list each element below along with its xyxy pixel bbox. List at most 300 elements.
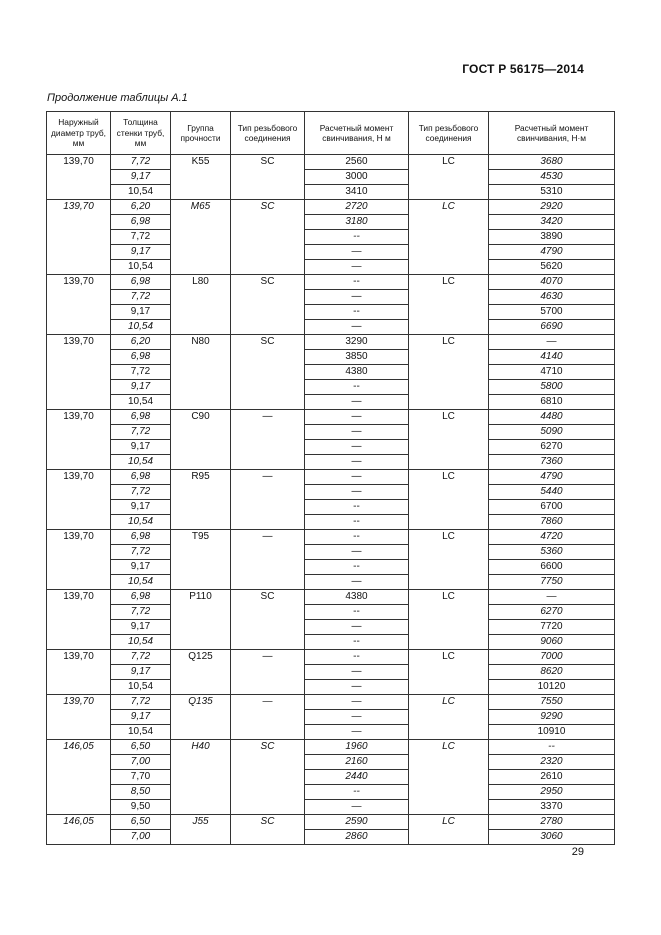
cell-torque-1: — bbox=[305, 695, 409, 710]
cell-grade: Q125 bbox=[171, 650, 231, 665]
cell-torque-1: 3290 bbox=[305, 335, 409, 350]
cell-connection-type-2 bbox=[409, 290, 489, 305]
cell-torque-1: 2720 bbox=[305, 200, 409, 215]
cell-torque-1: — bbox=[305, 425, 409, 440]
cell-diameter: 139,70 bbox=[47, 155, 111, 170]
table-row bbox=[47, 785, 615, 800]
cell-grade bbox=[171, 485, 231, 500]
cell-torque-1: — bbox=[305, 470, 409, 485]
table-header-row bbox=[47, 112, 615, 155]
cell-grade bbox=[171, 545, 231, 560]
table-row bbox=[47, 545, 615, 560]
cell-connection-type-2 bbox=[409, 395, 489, 410]
cell-grade bbox=[171, 185, 231, 200]
cell-diameter bbox=[47, 515, 111, 530]
cell-connection-type-2 bbox=[409, 245, 489, 260]
cell-torque-1: -- bbox=[305, 635, 409, 650]
cell-wall: 10,54 bbox=[111, 635, 171, 650]
cell-wall: 10,54 bbox=[111, 260, 171, 275]
cell-connection-type-2 bbox=[409, 500, 489, 515]
cell-diameter bbox=[47, 185, 111, 200]
cell-torque-2: 5700 bbox=[489, 305, 615, 320]
cell-grade bbox=[171, 320, 231, 335]
cell-connection-type-2: LC bbox=[409, 740, 489, 755]
cell-grade bbox=[171, 725, 231, 740]
cell-connection-type-2: LC bbox=[409, 815, 489, 830]
cell-torque-1: -- bbox=[305, 230, 409, 245]
cell-grade: R95 bbox=[171, 470, 231, 485]
cell-grade bbox=[171, 365, 231, 380]
cell-wall: 7,72 bbox=[111, 230, 171, 245]
table-row bbox=[47, 170, 615, 185]
cell-wall: 9,17 bbox=[111, 710, 171, 725]
cell-connection-type-2: LC bbox=[409, 695, 489, 710]
cell-wall: 6,98 bbox=[111, 215, 171, 230]
cell-connection-type-1: SC bbox=[231, 740, 305, 755]
cell-grade bbox=[171, 560, 231, 575]
cell-diameter bbox=[47, 605, 111, 620]
cell-connection-type-2 bbox=[409, 785, 489, 800]
cell-connection-type-2 bbox=[409, 305, 489, 320]
cell-connection-type-1 bbox=[231, 425, 305, 440]
cell-connection-type-2 bbox=[409, 560, 489, 575]
cell-connection-type-1 bbox=[231, 785, 305, 800]
cell-torque-1: -- bbox=[305, 305, 409, 320]
cell-wall: 7,72 bbox=[111, 650, 171, 665]
cell-diameter bbox=[47, 380, 111, 395]
cell-torque-2: 4790 bbox=[489, 470, 615, 485]
cell-torque-1: — bbox=[305, 455, 409, 470]
cell-torque-1: -- bbox=[305, 650, 409, 665]
cell-torque-2: 3060 bbox=[489, 830, 615, 845]
cell-torque-2: — bbox=[489, 335, 615, 350]
table-row bbox=[47, 485, 615, 500]
cell-torque-2: 6270 bbox=[489, 605, 615, 620]
cell-connection-type-2: LC bbox=[409, 590, 489, 605]
cell-connection-type-1: SC bbox=[231, 200, 305, 215]
cell-torque-2: 10910 bbox=[489, 725, 615, 740]
cell-connection-type-1: SC bbox=[231, 335, 305, 350]
cell-wall: 10,54 bbox=[111, 515, 171, 530]
cell-connection-type-2 bbox=[409, 620, 489, 635]
cell-torque-2: 4480 bbox=[489, 410, 615, 425]
cell-grade bbox=[171, 230, 231, 245]
cell-diameter bbox=[47, 260, 111, 275]
col-header-diameter: Наружный диаметр труб, мм bbox=[47, 112, 111, 155]
cell-torque-2: 4630 bbox=[489, 290, 615, 305]
cell-diameter: 139,70 bbox=[47, 650, 111, 665]
cell-diameter: 139,70 bbox=[47, 695, 111, 710]
cell-torque-1: 3000 bbox=[305, 170, 409, 185]
cell-connection-type-1 bbox=[231, 305, 305, 320]
cell-connection-type-2 bbox=[409, 455, 489, 470]
table-row bbox=[47, 635, 615, 650]
cell-torque-2: 7720 bbox=[489, 620, 615, 635]
cell-torque-1: — bbox=[305, 410, 409, 425]
document-standard-header: ГОСТ Р 56175—2014 bbox=[462, 62, 584, 76]
cell-connection-type-2 bbox=[409, 830, 489, 845]
cell-connection-type-2 bbox=[409, 755, 489, 770]
cell-torque-2: 5800 bbox=[489, 380, 615, 395]
cell-torque-2: 9290 bbox=[489, 710, 615, 725]
cell-connection-type-1 bbox=[231, 440, 305, 455]
cell-connection-type-2 bbox=[409, 485, 489, 500]
cell-diameter bbox=[47, 500, 111, 515]
cell-wall: 6,50 bbox=[111, 740, 171, 755]
table-row bbox=[47, 425, 615, 440]
cell-torque-2: 6700 bbox=[489, 500, 615, 515]
table-row bbox=[47, 515, 615, 530]
cell-wall: 9,17 bbox=[111, 560, 171, 575]
cell-connection-type-1 bbox=[231, 755, 305, 770]
cell-torque-2: 6270 bbox=[489, 440, 615, 455]
cell-connection-type-1: SC bbox=[231, 815, 305, 830]
col-header-wall: Толщина стенки труб, мм bbox=[111, 112, 171, 155]
cell-grade bbox=[171, 620, 231, 635]
cell-connection-type-2 bbox=[409, 425, 489, 440]
cell-connection-type-1: — bbox=[231, 650, 305, 665]
cell-torque-1: 3850 bbox=[305, 350, 409, 365]
cell-wall: 9,17 bbox=[111, 665, 171, 680]
cell-connection-type-2: LC bbox=[409, 470, 489, 485]
cell-grade bbox=[171, 755, 231, 770]
cell-torque-2: 2780 bbox=[489, 815, 615, 830]
cell-connection-type-1: — bbox=[231, 410, 305, 425]
cell-connection-type-1 bbox=[231, 575, 305, 590]
cell-wall: 10,54 bbox=[111, 725, 171, 740]
cell-torque-2: 3420 bbox=[489, 215, 615, 230]
cell-connection-type-1 bbox=[231, 770, 305, 785]
table-row bbox=[47, 260, 615, 275]
cell-grade bbox=[171, 245, 231, 260]
table-row bbox=[47, 455, 615, 470]
cell-diameter bbox=[47, 245, 111, 260]
cell-connection-type-2 bbox=[409, 170, 489, 185]
table-row bbox=[47, 590, 615, 605]
cell-connection-type-1 bbox=[231, 170, 305, 185]
table-row bbox=[47, 725, 615, 740]
cell-connection-type-1 bbox=[231, 725, 305, 740]
cell-wall: 9,50 bbox=[111, 800, 171, 815]
cell-diameter bbox=[47, 830, 111, 845]
cell-torque-1: — bbox=[305, 545, 409, 560]
cell-connection-type-2 bbox=[409, 605, 489, 620]
cell-torque-1: — bbox=[305, 680, 409, 695]
table-row bbox=[47, 155, 615, 170]
cell-diameter bbox=[47, 620, 111, 635]
cell-wall: 10,54 bbox=[111, 395, 171, 410]
cell-connection-type-2 bbox=[409, 365, 489, 380]
table-row bbox=[47, 530, 615, 545]
cell-grade bbox=[171, 635, 231, 650]
cell-torque-1: — bbox=[305, 260, 409, 275]
cell-wall: 7,72 bbox=[111, 695, 171, 710]
cell-diameter: 139,70 bbox=[47, 470, 111, 485]
table-row bbox=[47, 710, 615, 725]
cell-torque-1: — bbox=[305, 440, 409, 455]
table-row bbox=[47, 350, 615, 365]
cell-torque-1: 3180 bbox=[305, 215, 409, 230]
cell-diameter: 139,70 bbox=[47, 200, 111, 215]
cell-torque-1: -- bbox=[305, 530, 409, 545]
cell-torque-2: 2320 bbox=[489, 755, 615, 770]
cell-torque-1: 2860 bbox=[305, 830, 409, 845]
table-row bbox=[47, 320, 615, 335]
cell-torque-2: 7750 bbox=[489, 575, 615, 590]
page-number: 29 bbox=[571, 846, 584, 858]
cell-torque-1: — bbox=[305, 800, 409, 815]
table-row bbox=[47, 755, 615, 770]
col-header-connection-type-1: Тип резьбового соединения bbox=[231, 112, 305, 155]
cell-connection-type-1 bbox=[231, 350, 305, 365]
cell-wall: 7,72 bbox=[111, 545, 171, 560]
table-row bbox=[47, 230, 615, 245]
cell-connection-type-2 bbox=[409, 440, 489, 455]
cell-grade bbox=[171, 290, 231, 305]
cell-connection-type-2 bbox=[409, 215, 489, 230]
cell-grade bbox=[171, 215, 231, 230]
cell-connection-type-1 bbox=[231, 320, 305, 335]
cell-connection-type-1 bbox=[231, 605, 305, 620]
cell-torque-2: 5440 bbox=[489, 485, 615, 500]
cell-diameter: 139,70 bbox=[47, 530, 111, 545]
cell-torque-1: 4380 bbox=[305, 590, 409, 605]
cell-grade: P110 bbox=[171, 590, 231, 605]
cell-torque-1: — bbox=[305, 290, 409, 305]
cell-connection-type-1 bbox=[231, 620, 305, 635]
cell-connection-type-1 bbox=[231, 365, 305, 380]
cell-diameter: 146,05 bbox=[47, 815, 111, 830]
table-row bbox=[47, 770, 615, 785]
cell-wall: 6,98 bbox=[111, 350, 171, 365]
table-row bbox=[47, 185, 615, 200]
cell-connection-type-2 bbox=[409, 575, 489, 590]
cell-diameter bbox=[47, 485, 111, 500]
table-row bbox=[47, 470, 615, 485]
table-row bbox=[47, 305, 615, 320]
cell-grade: C90 bbox=[171, 410, 231, 425]
cell-connection-type-2: LC bbox=[409, 410, 489, 425]
cell-torque-1: 3410 bbox=[305, 185, 409, 200]
cell-wall: 7,00 bbox=[111, 830, 171, 845]
cell-connection-type-2 bbox=[409, 710, 489, 725]
cell-diameter bbox=[47, 575, 111, 590]
torque-table bbox=[46, 111, 615, 845]
cell-diameter: 139,70 bbox=[47, 590, 111, 605]
cell-grade bbox=[171, 575, 231, 590]
cell-wall: 6,98 bbox=[111, 410, 171, 425]
cell-wall: 9,17 bbox=[111, 170, 171, 185]
cell-wall: 10,54 bbox=[111, 455, 171, 470]
table-row bbox=[47, 335, 615, 350]
cell-connection-type-1 bbox=[231, 455, 305, 470]
cell-diameter bbox=[47, 425, 111, 440]
cell-wall: 9,17 bbox=[111, 620, 171, 635]
cell-connection-type-1 bbox=[231, 380, 305, 395]
cell-connection-type-2 bbox=[409, 800, 489, 815]
cell-connection-type-1: SC bbox=[231, 155, 305, 170]
cell-torque-2: 2920 bbox=[489, 200, 615, 215]
cell-diameter bbox=[47, 395, 111, 410]
cell-wall: 7,72 bbox=[111, 425, 171, 440]
cell-connection-type-2 bbox=[409, 725, 489, 740]
table-row bbox=[47, 605, 615, 620]
cell-diameter bbox=[47, 365, 111, 380]
cell-torque-1: — bbox=[305, 395, 409, 410]
cell-torque-2: 4530 bbox=[489, 170, 615, 185]
cell-connection-type-1 bbox=[231, 665, 305, 680]
cell-diameter bbox=[47, 230, 111, 245]
cell-wall: 9,17 bbox=[111, 245, 171, 260]
cell-wall: 8,50 bbox=[111, 785, 171, 800]
cell-torque-1: 2560 bbox=[305, 155, 409, 170]
table-caption: Продолжение таблицы А.1 bbox=[47, 92, 188, 104]
cell-grade bbox=[171, 260, 231, 275]
cell-torque-2: 4140 bbox=[489, 350, 615, 365]
cell-torque-1: — bbox=[305, 725, 409, 740]
cell-connection-type-1 bbox=[231, 560, 305, 575]
cell-connection-type-2: LC bbox=[409, 155, 489, 170]
cell-grade: T95 bbox=[171, 530, 231, 545]
cell-torque-2: 5090 bbox=[489, 425, 615, 440]
cell-torque-1: -- bbox=[305, 785, 409, 800]
table-row bbox=[47, 680, 615, 695]
cell-connection-type-2: LC bbox=[409, 530, 489, 545]
cell-diameter bbox=[47, 545, 111, 560]
cell-grade: L80 bbox=[171, 275, 231, 290]
cell-grade: K55 bbox=[171, 155, 231, 170]
cell-connection-type-1 bbox=[231, 260, 305, 275]
cell-connection-type-1 bbox=[231, 635, 305, 650]
cell-grade bbox=[171, 440, 231, 455]
cell-connection-type-2 bbox=[409, 350, 489, 365]
cell-diameter bbox=[47, 770, 111, 785]
table-row bbox=[47, 365, 615, 380]
cell-grade bbox=[171, 380, 231, 395]
cell-torque-2: 3370 bbox=[489, 800, 615, 815]
cell-grade bbox=[171, 710, 231, 725]
cell-torque-2: 4720 bbox=[489, 530, 615, 545]
cell-torque-1: — bbox=[305, 245, 409, 260]
cell-connection-type-1 bbox=[231, 230, 305, 245]
col-header-connection-type-2: Тип резьбового соединения bbox=[409, 112, 489, 155]
cell-connection-type-2 bbox=[409, 320, 489, 335]
cell-diameter bbox=[47, 800, 111, 815]
cell-torque-2: 6810 bbox=[489, 395, 615, 410]
cell-diameter bbox=[47, 215, 111, 230]
cell-torque-2: 4070 bbox=[489, 275, 615, 290]
cell-wall: 7,72 bbox=[111, 485, 171, 500]
table-row bbox=[47, 290, 615, 305]
cell-grade: M65 bbox=[171, 200, 231, 215]
cell-connection-type-2 bbox=[409, 515, 489, 530]
cell-torque-2: — bbox=[489, 590, 615, 605]
col-header-grade: Группа прочности bbox=[171, 112, 231, 155]
cell-connection-type-1 bbox=[231, 515, 305, 530]
cell-torque-1: — bbox=[305, 710, 409, 725]
table-row bbox=[47, 695, 615, 710]
cell-connection-type-1 bbox=[231, 485, 305, 500]
cell-wall: 6,50 bbox=[111, 815, 171, 830]
cell-connection-type-2: LC bbox=[409, 650, 489, 665]
cell-wall: 6,98 bbox=[111, 470, 171, 485]
cell-torque-1: — bbox=[305, 485, 409, 500]
cell-grade bbox=[171, 800, 231, 815]
cell-diameter bbox=[47, 725, 111, 740]
cell-grade bbox=[171, 785, 231, 800]
cell-connection-type-2 bbox=[409, 545, 489, 560]
cell-torque-1: 2160 bbox=[305, 755, 409, 770]
table-row bbox=[47, 215, 615, 230]
cell-grade bbox=[171, 500, 231, 515]
cell-diameter bbox=[47, 305, 111, 320]
table-row bbox=[47, 830, 615, 845]
cell-wall: 7,72 bbox=[111, 605, 171, 620]
cell-grade bbox=[171, 515, 231, 530]
cell-connection-type-1 bbox=[231, 290, 305, 305]
cell-grade bbox=[171, 455, 231, 470]
cell-connection-type-1 bbox=[231, 395, 305, 410]
cell-diameter bbox=[47, 680, 111, 695]
cell-wall: 6,98 bbox=[111, 275, 171, 290]
table-row bbox=[47, 650, 615, 665]
cell-torque-2: 2610 bbox=[489, 770, 615, 785]
cell-torque-2: 3890 bbox=[489, 230, 615, 245]
cell-connection-type-2: LC bbox=[409, 200, 489, 215]
cell-wall: 9,17 bbox=[111, 305, 171, 320]
cell-connection-type-2 bbox=[409, 635, 489, 650]
cell-grade bbox=[171, 770, 231, 785]
cell-grade bbox=[171, 665, 231, 680]
cell-connection-type-1: SC bbox=[231, 590, 305, 605]
cell-torque-1: 4380 bbox=[305, 365, 409, 380]
cell-wall: 7,72 bbox=[111, 155, 171, 170]
cell-diameter bbox=[47, 350, 111, 365]
cell-diameter: 139,70 bbox=[47, 410, 111, 425]
cell-grade bbox=[171, 425, 231, 440]
cell-connection-type-2 bbox=[409, 230, 489, 245]
cell-grade: Q135 bbox=[171, 695, 231, 710]
cell-diameter: 139,70 bbox=[47, 335, 111, 350]
cell-grade: H40 bbox=[171, 740, 231, 755]
cell-wall: 7,00 bbox=[111, 755, 171, 770]
cell-connection-type-1: SC bbox=[231, 275, 305, 290]
cell-torque-2: 6600 bbox=[489, 560, 615, 575]
cell-torque-2: 9060 bbox=[489, 635, 615, 650]
cell-connection-type-2 bbox=[409, 260, 489, 275]
table-row bbox=[47, 275, 615, 290]
cell-connection-type-1 bbox=[231, 215, 305, 230]
col-header-torque-2: Расчетный момент свинчивания, Н·м bbox=[489, 112, 615, 155]
cell-torque-2: 7000 bbox=[489, 650, 615, 665]
table-row bbox=[47, 575, 615, 590]
cell-torque-2: 8620 bbox=[489, 665, 615, 680]
cell-torque-2: 5620 bbox=[489, 260, 615, 275]
cell-torque-2: 3680 bbox=[489, 155, 615, 170]
cell-torque-2: 10120 bbox=[489, 680, 615, 695]
cell-torque-1: — bbox=[305, 320, 409, 335]
cell-connection-type-1: — bbox=[231, 470, 305, 485]
cell-torque-2: 2950 bbox=[489, 785, 615, 800]
cell-connection-type-1 bbox=[231, 830, 305, 845]
table-body bbox=[47, 155, 615, 845]
cell-torque-1: -- bbox=[305, 515, 409, 530]
cell-diameter bbox=[47, 560, 111, 575]
cell-diameter bbox=[47, 785, 111, 800]
cell-grade bbox=[171, 605, 231, 620]
cell-connection-type-1 bbox=[231, 800, 305, 815]
cell-connection-type-1 bbox=[231, 545, 305, 560]
